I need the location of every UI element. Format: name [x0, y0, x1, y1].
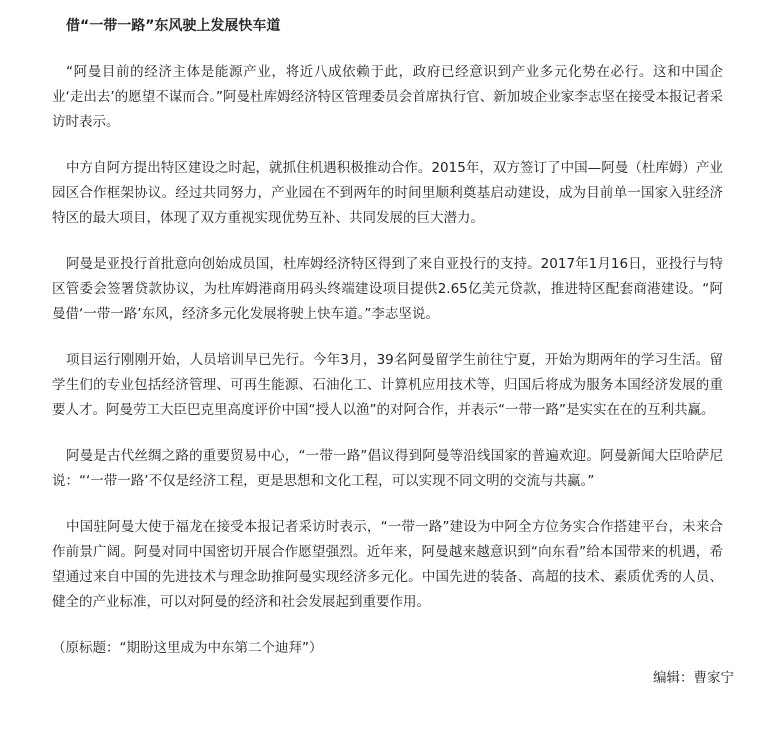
paragraph-3-text: 阿曼是亚投行首批意向创始成员国，杜库姆经济特区得到了来自亚投行的支持。2017年1月16日，亚投行与特区管委会签署贷款协议，为杜库姆港商用码头终端建设项目提供2.65亿美元贷款，推进特区配套商港建设。“阿曼借‘一带一路’东风，经济多元化发展将驶上快车道。”李志坚说。: [52, 256, 723, 322]
paragraph-1: [52, 60, 723, 135]
paragraph-2-text: 中方自阿方提出特区建设之时起，就抓住机遇积极推动合作。2015年，双方签订了中国—阿曼（杜库姆）产业园区合作框架协议。经过共同努力，产业园在不到两年的时间里顺利奠基启动建设，成为目前单一国家入驻经济特区的最大项目，体现了双方重视实现优势互补、共同发展的巨大潜力。: [52, 160, 723, 226]
paragraph-5-text: 阿曼是古代丝绸之路的重要贸易中心，“一带一路”倡议得到阿曼等沿线国家的普遍欢迎。阿曼新闻大臣哈萨尼说：“‘一带一路’不仅是经济工程，更是思想和文化工程，可以实现不同文明的交流与共赢。”: [52, 448, 723, 489]
source-note: [52, 636, 723, 661]
article-title: 借“一带一路”东风驶上发展快车道: [66, 18, 281, 34]
paragraph-4-text: 项目运行刚刚开始，人员培训早已先行。今年3月，39名阿曼留学生前往宁夏，开始为期两年的学习生活。留学生们的专业包括经济管理、可再生能源、石油化工、计算机应用技术等，归国后将成为服务本国经济发展的重要人才。阿曼劳工大臣巴克里高度评价中国“授人以渔”的对阿合作，并表示“一带一路”是实实在在的互利共赢。: [52, 352, 723, 418]
editor-credit: 编辑：曹家宁: [653, 670, 734, 686]
article-body: [52, 60, 723, 661]
paragraph-3: [52, 252, 723, 327]
paragraph-5: [52, 444, 723, 494]
paragraph-1-text: “阿曼目前的经济主体是能源产业，将近八成依赖于此，政府已经意识到产业多元化势在必行。这和中国企业‘走出去’的愿望不谋而合。”阿曼杜库姆经济特区管理委员会首席执行官、新加坡企业家李志坚在接受本报记者采访时表示。: [52, 64, 723, 130]
paragraph-2: [52, 156, 723, 231]
source-note-text: （原标题：“期盼这里成为中东第二个迪拜”）: [52, 640, 323, 656]
paragraph-6: [52, 515, 723, 615]
paragraph-4: [52, 348, 723, 423]
paragraph-6-text: 中国驻阿曼大使于福龙在接受本报记者采访时表示，“一带一路”建设为中阿全方位务实合作搭建平台，未来合作前景广阔。阿曼对同中国密切开展合作愿望强烈。近年来，阿曼越来越意识到“向东看”给本国带来的机遇，希望通过来自中国的先进技术与理念助推阿曼实现经济多元化。中国先进的装备、高超的技术、素质优秀的人员、健全的产业标准，可以对阿曼的经济和社会发展起到重要作用。: [52, 519, 723, 610]
